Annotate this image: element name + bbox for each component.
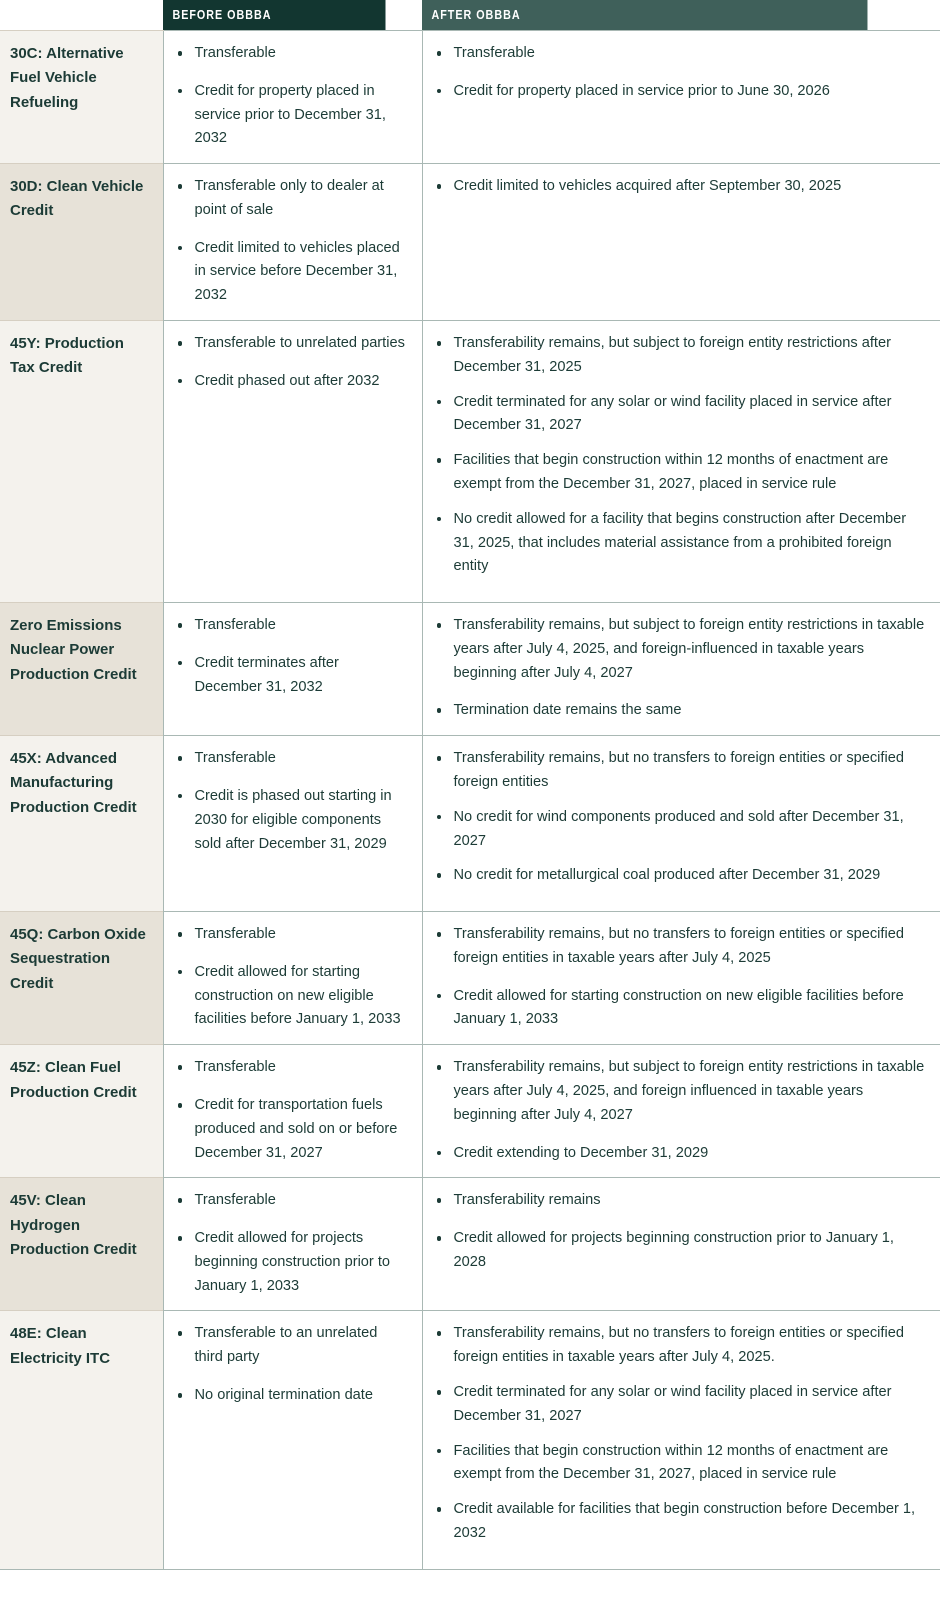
after-obbba-cell: [422, 912, 940, 1045]
credit-name-cell: 45Q: Carbon Oxide Sequestration Credit: [0, 912, 163, 1045]
bullet-item: Transferable to an unrelated third party: [174, 1322, 410, 1370]
bullet-item: Transferable to unrelated parties: [174, 332, 410, 356]
bullet-item: Credit for transportation fuels produced and sold on or before December 31, 2027: [174, 1094, 410, 1165]
before-obbba-cell: [163, 164, 422, 321]
bullet-list: [433, 42, 929, 104]
bullet-item: Credit for property placed in service prior to June 30, 2026: [433, 80, 929, 104]
before-obbba-cell: [163, 321, 422, 603]
credit-name-cell: 45Y: Production Tax Credit: [0, 321, 163, 603]
bullet-list: [174, 747, 410, 856]
bullet-list: [433, 1056, 929, 1165]
bullet-item: Transferable: [174, 1056, 410, 1080]
table-row: [0, 164, 940, 321]
after-obbba-cell: [422, 164, 940, 321]
bullet-item: Credit allowed for starting construction on new eligible facilities before January 1, 2033: [433, 985, 929, 1033]
bullet-item: Transferable: [174, 1189, 410, 1213]
bullet-item: Transferable: [433, 42, 929, 66]
bullet-list: [433, 332, 929, 579]
bullet-item: Credit extending to December 31, 2029: [433, 1142, 929, 1166]
before-obbba-cell: [163, 912, 422, 1045]
credit-name-cell: 30C: Alternative Fuel Vehicle Refueling: [0, 31, 163, 164]
bullet-list: [174, 332, 410, 394]
bullet-item: Transferability remains, but subject to foreign entity restrictions in taxable years after July 4, 2025, and foreign influenced in taxable years beginning after July 4, 2027: [433, 1056, 929, 1127]
bullet-item: Transferability remains, but subject to foreign entity restrictions after December 31, 2025: [433, 332, 929, 380]
bullet-list: [433, 923, 929, 1032]
header-row: [0, 0, 940, 31]
before-obbba-cell: [163, 1045, 422, 1178]
bullet-item: Transferability remains, but no transfers to foreign entities or specified foreign entities: [433, 747, 929, 795]
bullet-item: Termination date remains the same: [433, 699, 929, 723]
bullet-item: Transferable: [174, 747, 410, 771]
bullet-item: Credit limited to vehicles placed in service before December 31, 2032: [174, 237, 410, 308]
bullet-item: Credit allowed for starting construction on new eligible facilities before January 1, 2033: [174, 961, 410, 1032]
credit-name-cell: 48E: Clean Electricity ITC: [0, 1311, 163, 1569]
bullet-item: Credit phased out after 2032: [174, 370, 410, 394]
bullet-item: Credit for property placed in service prior to December 31, 2032: [174, 80, 410, 151]
bullet-item: Transferable: [174, 614, 410, 638]
bullet-item: Transferable: [174, 42, 410, 66]
credit-name-cell: 45V: Clean Hydrogen Production Credit: [0, 1178, 163, 1311]
bullet-item: Transferability remains: [433, 1189, 929, 1213]
bullet-list: [433, 747, 929, 888]
header-before-obbba: [163, 0, 386, 31]
credit-name-cell: 45Z: Clean Fuel Production Credit: [0, 1045, 163, 1178]
table-header: [0, 0, 940, 31]
after-obbba-cell: [422, 321, 940, 603]
bullet-item: Transferability remains, but no transfers to foreign entities or specified foreign entities in taxable years after July 4, 2025.: [433, 1322, 929, 1370]
before-obbba-cell: [163, 603, 422, 736]
table-row: [0, 736, 940, 912]
bullet-list: [433, 175, 929, 199]
header-after-obbba: [422, 0, 867, 31]
header-after-obbba-label: AFTER OBBBA: [431, 8, 521, 22]
bullet-item: Credit is phased out starting in 2030 for eligible components sold after December 31, 2029: [174, 785, 410, 856]
bullet-list: [174, 1056, 410, 1165]
bullet-item: Credit available for facilities that begin construction before December 1, 2032: [433, 1498, 929, 1546]
before-obbba-cell: [163, 1178, 422, 1311]
bullet-list: [174, 175, 410, 308]
after-obbba-cell: [422, 1311, 940, 1569]
bullet-list: [433, 1322, 929, 1545]
bullet-list: [174, 923, 410, 1032]
after-obbba-cell: [422, 31, 940, 164]
bullet-list: [174, 42, 410, 151]
bullet-item: Credit limited to vehicles acquired after September 30, 2025: [433, 175, 929, 199]
bullet-list: [433, 1189, 929, 1274]
bullet-item: Credit allowed for projects beginning construction prior to January 1, 2028: [433, 1227, 929, 1275]
after-obbba-cell: [422, 736, 940, 912]
bullet-item: No original termination date: [174, 1384, 410, 1408]
header-before-obbba-label: BEFORE OBBBA: [172, 8, 272, 22]
after-obbba-cell: [422, 603, 940, 736]
table-row: [0, 1178, 940, 1311]
bullet-item: No credit for metallurgical coal produced after December 31, 2029: [433, 864, 929, 888]
credit-name-cell: Zero Emissions Nuclear Power Production Credit: [0, 603, 163, 736]
header-credit-column: [0, 0, 163, 31]
table-row: [0, 603, 940, 736]
bullet-item: Credit terminated for any solar or wind facility placed in service after December 31, 2027: [433, 391, 929, 439]
table-row: [0, 1045, 940, 1178]
bullet-item: Transferable: [174, 923, 410, 947]
table-body: [0, 31, 940, 1570]
before-obbba-cell: [163, 736, 422, 912]
before-obbba-cell: [163, 1311, 422, 1569]
bullet-item: Transferable only to dealer at point of sale: [174, 175, 410, 223]
credit-name-cell: 45X: Advanced Manufacturing Production Credit: [0, 736, 163, 912]
bullet-item: Facilities that begin construction within 12 months of enactment are exempt from the December 31, 2027, placed in service rule: [433, 449, 929, 497]
bullet-list: [433, 614, 929, 723]
bullet-item: No credit allowed for a facility that begins construction after December 31, 2025, that includes material assistance from a prohibited foreign entity: [433, 508, 929, 579]
before-obbba-cell: [163, 31, 422, 164]
table-row: [0, 912, 940, 1045]
bullet-item: Credit allowed for projects beginning construction prior to January 1, 2033: [174, 1227, 410, 1298]
table-row: [0, 1311, 940, 1569]
credit-name-cell: 30D: Clean Vehicle Credit: [0, 164, 163, 321]
bullet-item: No credit for wind components produced and sold after December 31, 2027: [433, 806, 929, 854]
bullet-item: Transferability remains, but subject to foreign entity restrictions in taxable years after July 4, 2025, and foreign-influenced in taxable years beginning after July 4, 2027: [433, 614, 929, 685]
bullet-list: [174, 1189, 410, 1298]
bullet-item: Credit terminated for any solar or wind facility placed in service after December 31, 2027: [433, 1381, 929, 1429]
bullet-list: [174, 1322, 410, 1407]
after-obbba-cell: [422, 1178, 940, 1311]
bullet-list: [174, 614, 410, 699]
bullet-item: Facilities that begin construction within 12 months of enactment are exempt from the December 31, 2027, placed in service rule: [433, 1440, 929, 1488]
after-obbba-cell: [422, 1045, 940, 1178]
table-row: [0, 31, 940, 164]
bullet-item: Transferability remains, but no transfers to foreign entities or specified foreign entities in taxable years after July 4, 2025: [433, 923, 929, 971]
bullet-item: Credit terminates after December 31, 2032: [174, 652, 410, 700]
table-row: [0, 321, 940, 603]
